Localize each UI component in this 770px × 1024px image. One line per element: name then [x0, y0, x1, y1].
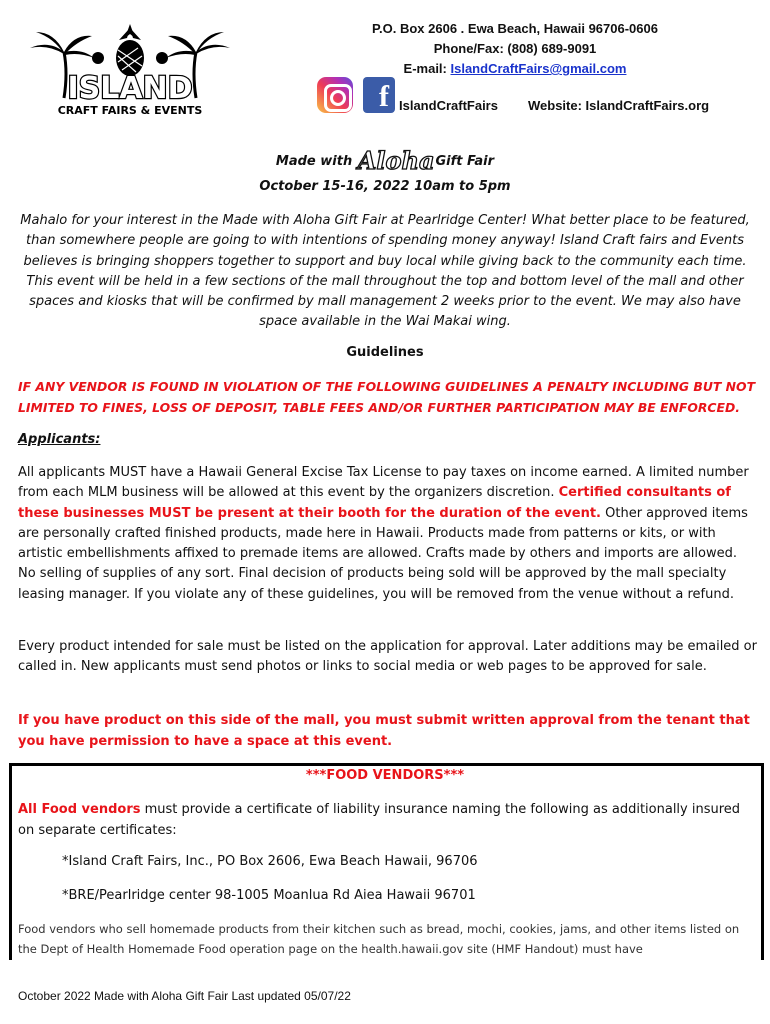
aloha-script-text: Aloha [357, 146, 435, 175]
phone-fax: Phone/Fax: (808) 689-9091 [433, 41, 597, 56]
insured-party-1: *Island Craft Fairs, Inc., PO Box 2606, Ewa Beach Hawaii, 96706 [62, 854, 478, 869]
facebook-icon[interactable]: f [363, 77, 395, 113]
logo-tagline-text: CRAFT FAIRS & EVENTS [57, 104, 203, 117]
food-vendors-paragraph [18, 800, 753, 841]
gift-fair-text: Gift Fair [435, 154, 495, 169]
page-footer: October 2022 Made with Aloha Gift Fair Last updated 05/07/22 [18, 989, 351, 1003]
intro-paragraph: Mahalo for your interest in the Made with Aloha Gift Fair at Pearlridge Center! What better place to be featured, than somewhere people are going to with intentions of spending money anyway! Island Craft fairs and Events believes is bringing shoppers together to support and buy local while giving back to the community each time. This event will be held in a few sections of the mall throughout the top and bottom level of the mall and other spaces and kiosks that will be confirmed by mall management 2 weeks prior to the event. We may also have space available in the Wai Makai wing. [20, 213, 750, 330]
food-vendors-title: ***FOOD VENDORS*** [305, 768, 465, 783]
instagram-icon[interactable] [317, 77, 353, 113]
applicants-p1-start: All applicants MUST have a Hawaii General Excise Tax License to pay taxes on income earned. A limited number from each MLM business will be allowed at this event by the organizers discretion. [18, 465, 749, 501]
event-title [0, 146, 770, 175]
applicants-paragraph-2: Every product intended for sale must be listed on the application for approval. Later additions may be emailed or called in. New applicants must send photos or links to social media or web pages to be approved for sale. [18, 639, 757, 675]
social-icons [317, 75, 395, 115]
event-date: October 15-16, 2022 10am to 5pm [259, 179, 511, 194]
pineapple-palm-trees-logo [24, 18, 236, 118]
homemade-food-note: Food vendors who sell homemade products from their kitchen such as bread, mochi, cookies, jams, and other items listed on the Dept of Health Homemade Food operation page on the health.hawaii.gov site (HMF Handout) must have [18, 922, 740, 956]
email-label: E-mail: [403, 61, 451, 76]
made-with-text: Made with [275, 154, 353, 169]
applicants-p1-end: Other approved items are personally crafted finished products, made here in Hawaii. Products made from patterns or kits, or with artistic embellishments affixed to premade items are allowed. Crafts made by others and imports are allowed. No selling of supplies of any sort. Final decision of products being sold will be approved by the mall specialty leasing manager. If you violate any of these guidelines, you will be removed from the venue without a refund. [18, 505, 748, 602]
contact-block [300, 19, 730, 79]
social-handle: IslandCraftFairs [399, 98, 498, 113]
mailing-address: P.O. Box 2606 . Ewa Beach, Hawaii 96706-0606 [372, 21, 658, 36]
email-link[interactable]: IslandCraftFairs@gmail.com [450, 61, 627, 76]
violation-warning: IF ANY VENDOR IS FOUND IN VIOLATION OF THE FOLLOWING GUIDELINES A PENALTY INCLUDING BUT NOT LIMITED TO FINES, LOSS OF DEPOSIT, TABLE FEES AND/OR FURTHER PARTICIPATION MAY BE ENFORCED. [18, 379, 756, 415]
tenant-approval-note: If you have product on this side of the mall, you must submit written approval from the tenant that you have permission to have a space at this event. [18, 713, 750, 749]
website-link[interactable]: Website: IslandCraftFairs.org [528, 98, 710, 113]
insured-party-2: *BRE/Pearlridge center 98-1005 Moanlua Rd Aiea Hawaii 96701 [62, 888, 476, 903]
guidelines-heading: Guidelines [346, 345, 424, 360]
applicants-paragraph-1 [18, 463, 758, 605]
island-craft-fairs-logo [24, 18, 236, 118]
food-vendors-requirement: must provide a certificate of liability insurance naming the following as additionally insured on separate certificates: [18, 802, 741, 838]
logo-brand-text: ISLAND [67, 71, 193, 106]
applicants-heading: Applicants: [18, 432, 101, 447]
certified-consultants-note: Certified consultants of these businesses MUST be present at their booth for the duration of the event. [18, 485, 731, 521]
food-vendors-lead: All Food vendors [18, 802, 141, 817]
